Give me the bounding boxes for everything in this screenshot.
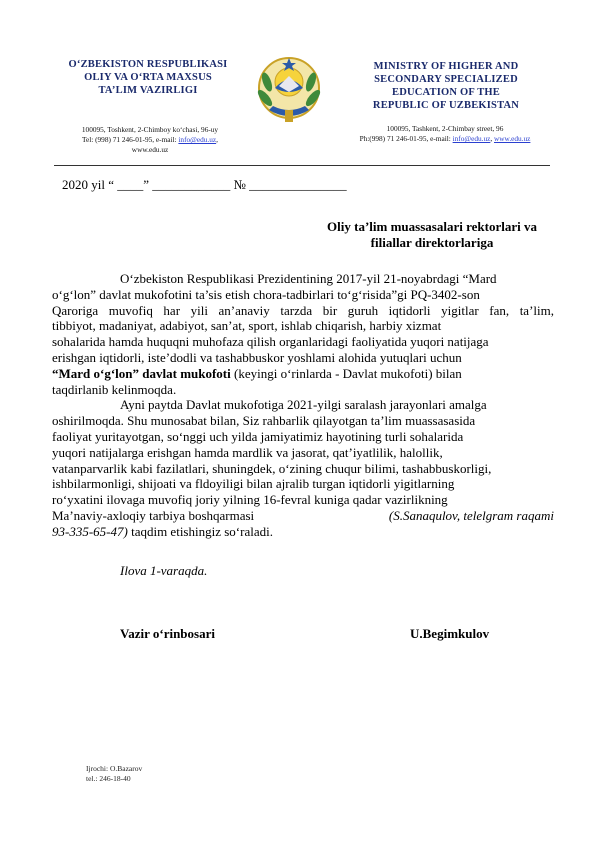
header-divider	[54, 165, 550, 166]
body-line: Ayni paytda Davlat mukofotiga 2021-yilgi saralash jarayonlari amalga	[120, 397, 487, 413]
contact-phone: 93-335-65-47)	[52, 523, 128, 539]
letter-body	[52, 271, 554, 540]
recipient-line: filiallar direktorlariga	[370, 235, 494, 250]
body-line-text: O‘zbekiston Respublikasi Prezidentining 2017-yil 21-noyabrdagi “Mard	[120, 271, 497, 286]
body-line: ro‘yxatini ilovaga muvofiq joriy yilning 16-fevral kuniga qadar vazirlikning	[52, 492, 448, 508]
website-link[interactable]: www.edu.uz	[494, 134, 531, 143]
body-line	[86, 271, 554, 287]
ministry-name-uz	[48, 58, 248, 97]
body-line: ishbilarmonligi, shijoati va fldoyiligi bilan ajralib turgan iqtidorli yigitlarning	[52, 476, 455, 492]
executor-phone: tel.: 246-18-40	[86, 774, 131, 783]
address-en-phone: Ph:(998) 71 246-01-95, e-mail:	[359, 134, 453, 143]
executor-info	[86, 764, 142, 784]
state-emblem-icon	[255, 52, 323, 128]
body-line: vatanparvarlik kabi fazilatlari, shuningdek, o‘zining chuqur bilimi, tashabbuskorligi,	[52, 460, 492, 476]
ministry-name-en	[346, 60, 546, 112]
address-en-street: 100095, Tashkent, 2-Chimbay street, 96	[386, 124, 504, 133]
executor-name: Ijrochi: O.Bazarov	[86, 764, 143, 773]
body-line: faoliyat yuritayotgan, so‘nggi uch yilda jamiyatimiz hayotining turli sohalarida	[52, 428, 464, 444]
address-en	[330, 124, 560, 144]
website-text: www.edu.uz	[131, 145, 169, 154]
address-uz-punct: ,	[216, 135, 218, 144]
address-uz-street: 100095, Toshkent, 2-Chimboy ko‘chasi, 96-uy	[81, 125, 219, 134]
address-en-contacts	[330, 134, 560, 144]
body-line: oshirilmoqda. Shu munosabat bilan, Siz rahbarlik qilayotgan ta’lim muassasasida	[52, 413, 476, 429]
body-line	[52, 366, 554, 382]
address-uz	[50, 125, 250, 155]
body-line	[52, 524, 554, 540]
contact-person: (S.Sanaqulov, telelgram raqami	[388, 507, 554, 523]
address-uz-phone: Tel: (998) 71 246-01-95, e-mail:	[82, 135, 179, 144]
ministry-name-en-line: MINISTRY OF HIGHER AND	[373, 61, 519, 72]
ministry-name-uz-line: TA’LIM VAZIRLIGI	[98, 85, 198, 96]
department-name: Ma’naviy-axloqiy tarbiya boshqarmasi	[52, 507, 255, 523]
ministry-name-uz-line: OLIY VA O‘RTA MAXSUS	[84, 72, 212, 83]
recipient-line: Oliy ta’lim muassasalari rektorlari va	[327, 219, 537, 234]
address-uz-contacts	[50, 135, 250, 145]
body-line-text: (keyingi o‘rinlarda - Davlat mukofoti) bilan	[230, 365, 462, 381]
recipient-block	[302, 219, 562, 251]
signatory-name: U.Begimkulov	[410, 626, 490, 641]
ministry-name-en-line: REPUBLIC OF UZBEKISTAN	[372, 100, 520, 111]
body-line-text: taqdim etishingiz so‘raladi.	[127, 523, 273, 539]
body-line: o‘g‘lon” davlat mukofotini ta’sis etish chora-tadbirlari to‘g‘risida”gi PQ-3402-son	[52, 286, 480, 302]
body-line: sohalarida hamda huquqni muhofaza qilish organlaridagi faoliyatida yuqori natijaga	[52, 334, 489, 350]
body-line: erishgan iqtidorli, iste’dodli va tashabbuskor yoshlami alohida yutuqlari uchun	[52, 349, 462, 365]
signatory-title: Vazir o‘rinbosari	[120, 626, 215, 641]
date-number-line: 2020 yil “ ____” ____________ № _______________	[62, 177, 347, 192]
body-line: taqdirlanib kelinmoqda.	[52, 381, 177, 397]
attachment-note: Ilova 1-varaqda.	[120, 563, 208, 578]
ministry-name-uz-line: O‘ZBEKISTON RESPUBLIKASI	[68, 59, 228, 70]
body-line: Qaroriga muvofiq har yili an’anaviy tarzda bir guruh iqtidorli yigitlar fan, ta’lim,	[52, 302, 554, 318]
ministry-name-en-line: SECONDARY SPECIALIZED	[374, 74, 518, 85]
email-link[interactable]: info@edu.uz	[452, 134, 491, 143]
address-en-sep: ,	[490, 134, 494, 143]
body-line: tibbiyot, madaniyat, adabiyot, san’at, sport, ishlab chiqarish, harbiy xizmat	[52, 318, 442, 334]
ministry-name-en-line: EDUCATION OF THE	[391, 87, 501, 98]
email-link[interactable]: info@edu.uz	[178, 135, 217, 144]
body-line: yuqori natijalarga erishgan hamda mardlik va jasorat, qat’iyatlilik, halollik,	[52, 444, 443, 460]
award-name: “Mard o‘g‘lon” davlat mukofoti	[52, 365, 231, 381]
body-line	[52, 508, 554, 524]
